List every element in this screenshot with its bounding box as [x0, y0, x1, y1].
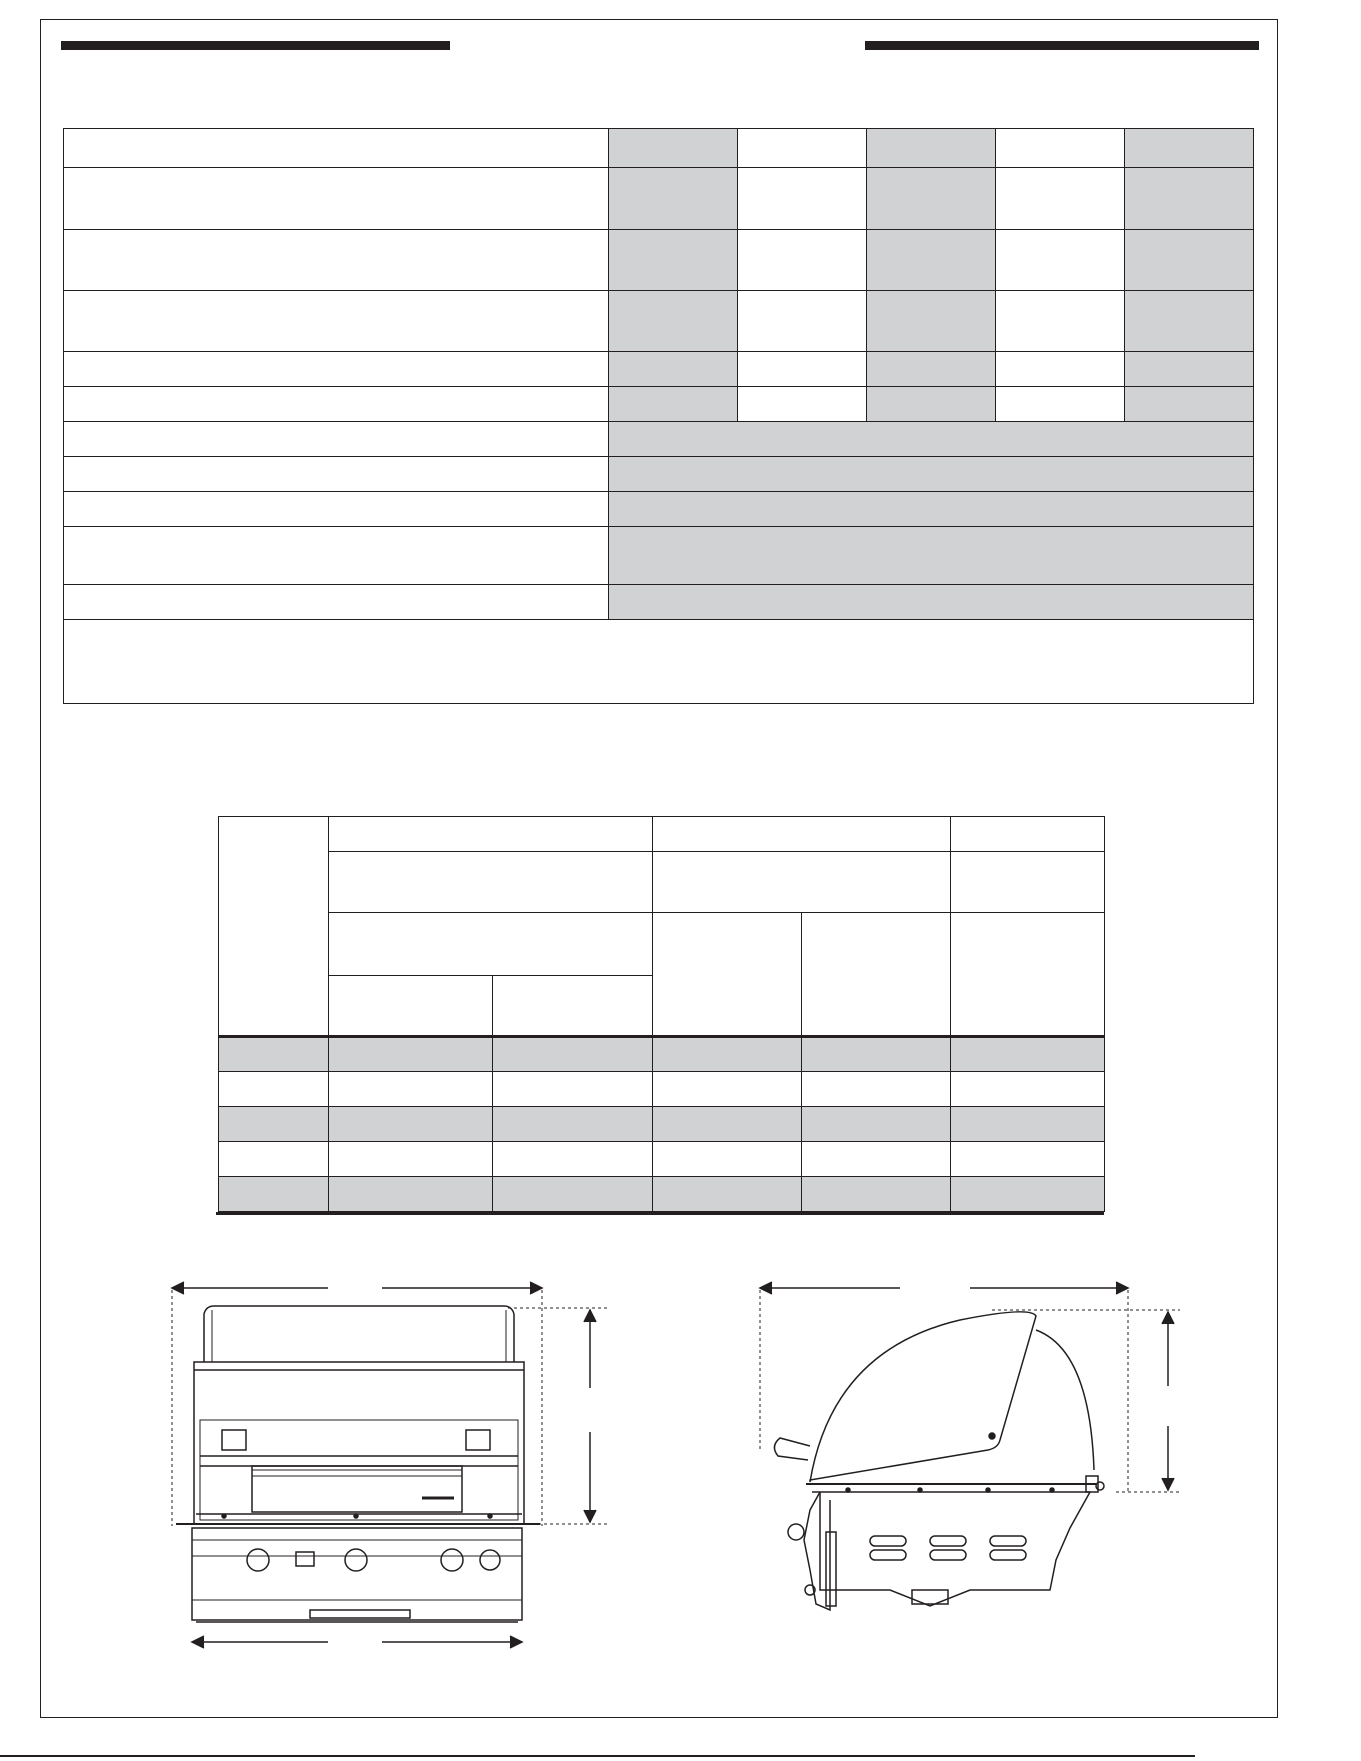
spec-cell — [996, 230, 1125, 291]
dim-header — [951, 852, 1105, 913]
dim-cell — [493, 1037, 653, 1072]
spec-row — [64, 585, 1254, 620]
spec-cell-merged — [609, 422, 1254, 457]
spec-cell — [867, 387, 996, 422]
spec-row — [64, 457, 1254, 492]
side-height-label — [1142, 1396, 1194, 1416]
dimension-table — [218, 816, 1105, 1212]
spec-row-label — [64, 387, 609, 422]
front-width-top-label — [330, 1278, 382, 1298]
dim-cell — [219, 1072, 329, 1107]
spec-cell — [738, 291, 867, 352]
spec-cell — [738, 387, 867, 422]
spec-row-label — [64, 230, 609, 291]
spec-cell — [1125, 129, 1254, 168]
spec-cell — [1125, 352, 1254, 387]
dim-cell — [951, 1107, 1105, 1142]
dim-cell — [329, 1142, 493, 1177]
dim-row — [219, 1072, 1105, 1107]
dim-header — [653, 852, 951, 913]
spec-cell — [867, 168, 996, 230]
dim-cell — [493, 1107, 653, 1142]
spec-note-row — [64, 620, 1254, 704]
dim-cell — [802, 1107, 951, 1142]
dim-cell — [219, 1142, 329, 1177]
dim-header-row — [219, 817, 1105, 852]
dim-row — [219, 1107, 1105, 1142]
dim-corner — [219, 817, 329, 1037]
spec-cell-merged — [609, 585, 1254, 620]
spec-cell — [738, 352, 867, 387]
footer-rule — [0, 1755, 1195, 1757]
spec-cell — [996, 129, 1125, 168]
spec-cell — [609, 352, 738, 387]
dim-header-row — [219, 852, 1105, 913]
spec-row-label — [64, 352, 609, 387]
dim-row — [219, 1177, 1105, 1212]
spec-row — [64, 352, 1254, 387]
dim-cell — [219, 1037, 329, 1072]
spec-cell — [609, 168, 738, 230]
spec-cell — [996, 387, 1125, 422]
spec-cell — [867, 129, 996, 168]
spec-row — [64, 492, 1254, 527]
spec-table — [63, 128, 1254, 704]
spec-cell — [738, 230, 867, 291]
spec-note — [64, 620, 1254, 704]
spec-cell — [1125, 230, 1254, 291]
dim-cell — [653, 1142, 802, 1177]
spec-row-label — [64, 457, 609, 492]
dim-header — [653, 913, 802, 1037]
spec-cell — [609, 387, 738, 422]
dim-cell — [951, 1177, 1105, 1212]
spec-row — [64, 129, 1254, 168]
header-bar-right — [865, 41, 1259, 50]
dim-cell — [493, 1142, 653, 1177]
dim-header — [329, 852, 653, 913]
dim-cell — [653, 1037, 802, 1072]
dim-cell — [329, 1072, 493, 1107]
dim-row — [219, 1037, 1105, 1072]
spec-row — [64, 422, 1254, 457]
dim-header — [329, 976, 493, 1037]
dim-header — [653, 817, 951, 852]
dim-cell — [493, 1072, 653, 1107]
header-right-text — [865, 22, 1259, 38]
spec-row-label — [64, 585, 609, 620]
dim-header — [329, 817, 653, 852]
spec-row-label — [64, 168, 609, 230]
spec-row-label — [64, 291, 609, 352]
dim-cell — [329, 1107, 493, 1142]
front-view-drawing — [160, 1270, 620, 1670]
dim-cell — [802, 1177, 951, 1212]
dim-header — [951, 817, 1105, 852]
spec-cell — [867, 352, 996, 387]
dim-cell — [653, 1107, 802, 1142]
spec-cell — [1125, 291, 1254, 352]
spec-cell — [996, 291, 1125, 352]
spec-row-label — [64, 492, 609, 527]
spec-cell-merged — [609, 527, 1254, 585]
side-view-drawing — [740, 1270, 1200, 1670]
dim-table-bottom-rule — [216, 1212, 1104, 1215]
spec-row — [64, 230, 1254, 291]
spec-cell-merged — [609, 492, 1254, 527]
spec-cell — [738, 129, 867, 168]
dim-header-row — [219, 913, 1105, 976]
spec-cell — [996, 352, 1125, 387]
spec-cell — [609, 129, 738, 168]
header-left-text — [61, 22, 450, 38]
dim-cell — [329, 1177, 493, 1212]
dim-cell — [802, 1037, 951, 1072]
spec-cell — [867, 291, 996, 352]
front-width-bottom-label — [330, 1632, 382, 1652]
front-height-label — [564, 1400, 616, 1420]
spec-cell — [1125, 168, 1254, 230]
dim-cell — [493, 1177, 653, 1212]
spec-row — [64, 527, 1254, 585]
dim-header — [329, 913, 653, 976]
dim-cell — [329, 1037, 493, 1072]
spec-row-label — [64, 422, 609, 457]
dim-row — [219, 1142, 1105, 1177]
spec-cell — [1125, 387, 1254, 422]
dim-cell — [653, 1177, 802, 1212]
dim-cell — [219, 1177, 329, 1212]
dim-cell — [802, 1072, 951, 1107]
header-bar-left — [61, 41, 450, 50]
dim-header — [493, 976, 653, 1037]
dim-cell — [951, 1072, 1105, 1107]
dim-cell — [653, 1072, 802, 1107]
spec-cell — [738, 168, 867, 230]
dim-header — [802, 913, 951, 1037]
spec-row — [64, 387, 1254, 422]
dim-header — [951, 913, 1105, 1037]
dim-cell — [951, 1037, 1105, 1072]
spec-row-label — [64, 527, 609, 585]
dim-cell — [219, 1107, 329, 1142]
spec-row-label — [64, 129, 609, 168]
side-depth-label — [904, 1278, 968, 1298]
spec-row — [64, 291, 1254, 352]
spec-cell — [867, 230, 996, 291]
spec-cell — [609, 230, 738, 291]
spec-cell — [609, 291, 738, 352]
spec-cell-merged — [609, 457, 1254, 492]
dim-cell — [951, 1142, 1105, 1177]
dim-cell — [802, 1142, 951, 1177]
spec-cell — [996, 168, 1125, 230]
spec-row — [64, 168, 1254, 230]
